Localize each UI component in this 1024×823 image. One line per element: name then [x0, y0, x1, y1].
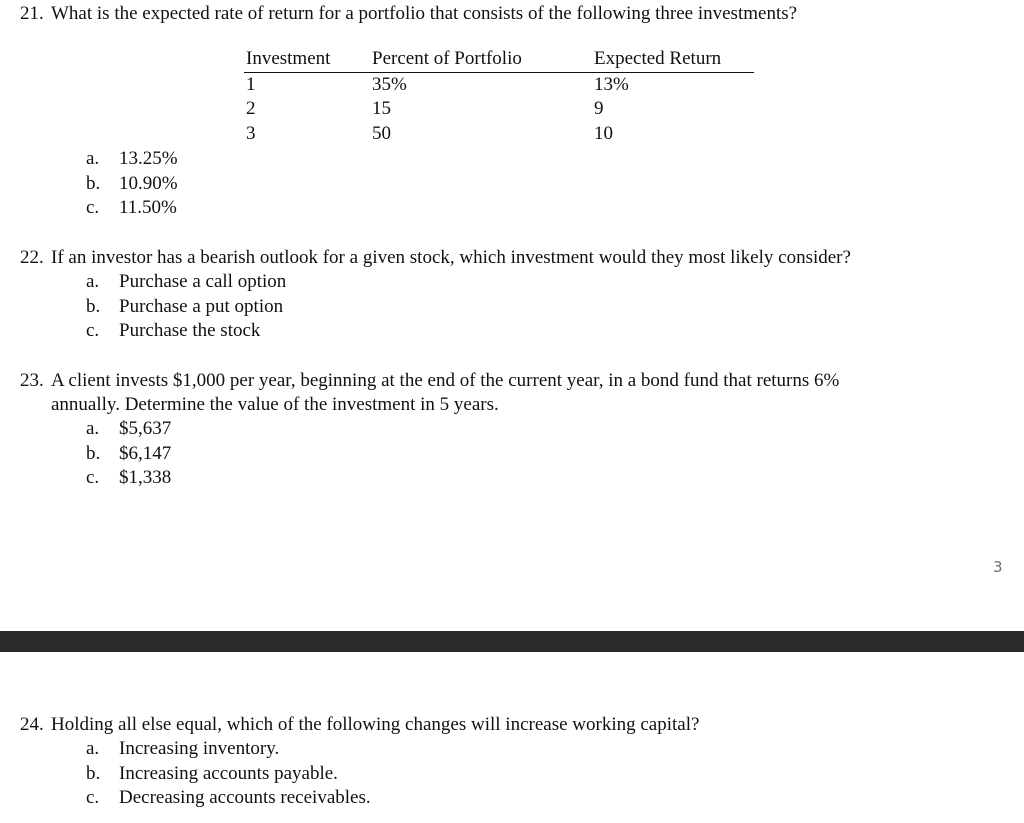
table-header-percent: Percent of Portfolio: [372, 48, 522, 69]
question-number: 21.: [20, 3, 44, 24]
option-letter: c.: [86, 467, 100, 488]
table-cell: 50: [372, 123, 391, 144]
question-number: 24.: [20, 714, 44, 735]
table-cell: 2: [246, 98, 256, 119]
option-letter: b.: [86, 172, 101, 194]
option-c: [0, 319, 1000, 344]
option-c: [0, 196, 1000, 221]
option-letter: c.: [86, 787, 100, 808]
table-header-expected-return: Expected Return: [594, 48, 722, 69]
table-cell: 35%: [372, 74, 407, 95]
page-break-divider: [0, 631, 1024, 652]
option-letter: b.: [86, 762, 101, 784]
option-letter: c.: [86, 197, 100, 218]
option-text: 13.25%: [119, 148, 178, 169]
option-letter: a.: [86, 148, 100, 169]
option-letter: b.: [86, 442, 101, 464]
option-c: [0, 786, 1000, 811]
option-letter: c.: [86, 320, 100, 341]
option-text: Purchase a call option: [119, 271, 287, 292]
option-text: 11.50%: [119, 197, 177, 218]
question-21-options: [0, 147, 1000, 221]
question-text: What is the expected rate of return for a portfolio that consists of the following three investments?: [51, 3, 798, 24]
table-header-investment: Investment: [246, 48, 331, 69]
option-text: $6,147: [119, 442, 172, 464]
question-text: If an investor has a bearish outlook for a given stock, which investment would they most likely consider?: [51, 247, 851, 268]
question-24: [0, 713, 1000, 811]
table-header-row: [244, 47, 754, 73]
option-text: Decreasing accounts receivables.: [119, 787, 371, 808]
option-text: 10.90%: [119, 172, 178, 194]
option-a: [0, 270, 1000, 295]
question-number: 22.: [20, 247, 44, 268]
option-c: [0, 466, 1000, 491]
table-cell: 15: [372, 98, 391, 119]
question-24-stem: [0, 713, 1000, 737]
options-list: [0, 147, 1000, 221]
option-text: Increasing accounts payable.: [119, 762, 338, 784]
options-list: [0, 417, 1000, 491]
options-list: [0, 270, 1000, 344]
option-a: [0, 737, 1000, 762]
question-number: 23.: [20, 370, 44, 391]
option-text: Purchase the stock: [119, 320, 261, 341]
table-cell: 13%: [594, 74, 629, 95]
option-text: Increasing inventory.: [119, 738, 280, 759]
option-b: [0, 295, 1000, 320]
question-23-stem: [0, 369, 1000, 417]
question-text: Holding all else equal, which of the following changes will increase working capital?: [51, 714, 700, 735]
question-23: [0, 369, 1000, 491]
question-21-stem: [0, 2, 1000, 26]
question-21: [0, 2, 1000, 26]
option-b: [0, 442, 1000, 467]
option-b: [0, 172, 1000, 197]
question-text-line-2: annually. Determine the value of the investment in 5 years.: [51, 394, 499, 415]
page-number: 3: [993, 558, 1003, 576]
option-text: $5,637: [119, 418, 172, 439]
question-text-line-1: A client invests $1,000 per year, beginning at the end of the current year, in a bond fund that returns 6%: [51, 370, 840, 391]
option-letter: a.: [86, 738, 100, 759]
table-cell: 3: [246, 123, 256, 144]
investment-table: [244, 47, 754, 147]
option-text: $1,338: [119, 467, 172, 488]
question-22-stem: [0, 246, 1000, 270]
option-letter: a.: [86, 271, 100, 292]
table-cell: 9: [594, 98, 604, 119]
option-a: [0, 147, 1000, 172]
option-a: [0, 417, 1000, 442]
table-cell: 10: [594, 123, 613, 144]
question-22: [0, 246, 1000, 344]
option-letter: b.: [86, 295, 101, 317]
options-list: [0, 737, 1000, 811]
table-cell: 1: [246, 74, 256, 95]
option-text: Purchase a put option: [119, 295, 284, 317]
option-b: [0, 762, 1000, 787]
option-letter: a.: [86, 418, 100, 439]
